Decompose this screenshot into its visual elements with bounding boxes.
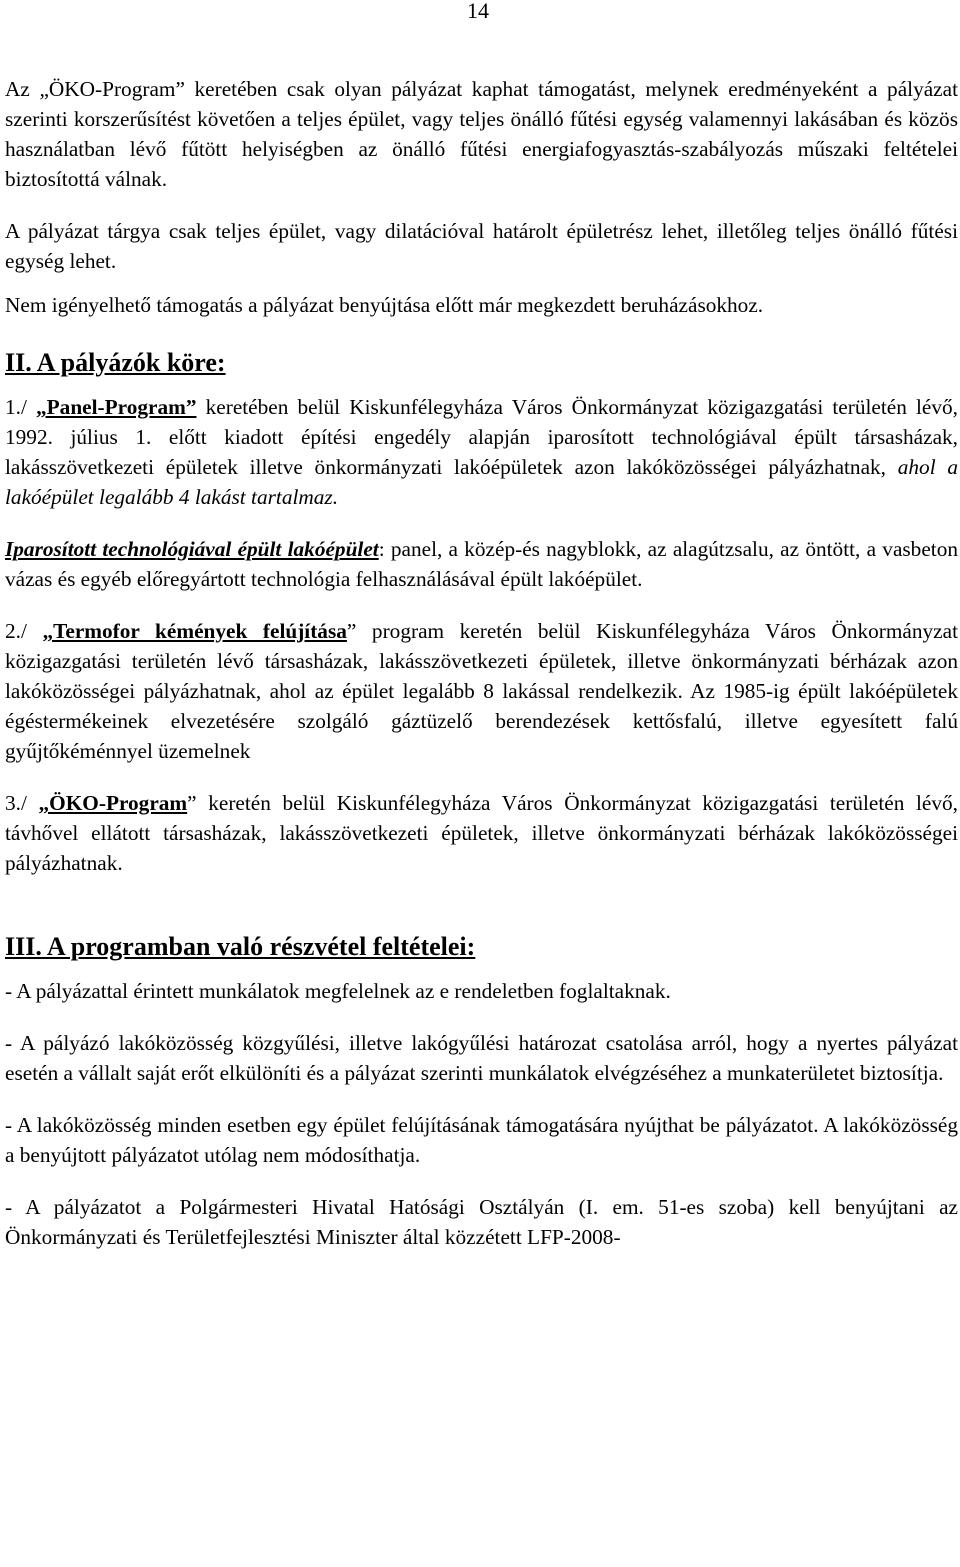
item-italic-text: ahol a lakóépület legalább 4 lakást tartalmaz. — [5, 455, 958, 509]
applicant-item-3 — [5, 788, 958, 878]
condition-item: - A pályázatot a Polgármesteri Hivatal Hatósági Osztályán (I. em. 51-es szoba) kell benyújtani az Önkormányzati és Területfejlesztési Miniszter által közzétett LFP-2008- — [5, 1195, 958, 1249]
definition-term: Iparosított technológiával épült lakóépület — [5, 537, 379, 561]
section-heading-applicants: II. A pályázók köre: — [5, 348, 226, 377]
paragraph-eko-program-intro: Az „ÖKO-Program” keretében csak olyan pályázat kaphat támogatást, melynek eredményeként a pályázat szerinti korszerűsítést követően a teljes épület, vagy teljes önálló fűtési egység valamennyi lakásában és közös használatban lévő fűtött helyiségben az önálló fűtési energiafogyasztás-szabályozás műszaki feltételei biztosítottá válnak. — [5, 77, 958, 191]
definition-text: : panel, a közép-és nagyblokk, az alagútzsalu, az öntött, a vasbeton vázas és egyéb előregyártott technológia felhasználásával épült lakóépület. — [5, 537, 958, 591]
applicant-item-1 — [5, 392, 958, 512]
paragraph-subject: A pályázat tárgya csak teljes épület, vagy dilatációval határolt épületrész lehet, illetőleg teljes önálló fűtési egység lehet. — [5, 219, 958, 273]
page-number: 14 — [467, 0, 489, 23]
section-heading-conditions: III. A programban való részvétel feltételei: — [5, 932, 476, 961]
program-title-panel: „Panel-Program” — [36, 395, 197, 419]
program-title-termofor: „Termofor kémények felújítása — [42, 619, 347, 643]
condition-item: - A pályázó lakóközösség közgyűlési, illetve lakógyűlési határozat csatolása arról, hogy a nyertes pályázat esetén a vállalt saját erőt elkülöníti és a pályázat szerinti munkálatok elvégzéséhez a munkaterületet biztosítja. — [5, 1031, 958, 1085]
condition-item: - A lakóközösség minden esetben egy épület felújításának támogatására nyújthat be pályázatot. A lakóközösség a benyújtott pályázatot utólag nem módosíthatja. — [5, 1113, 958, 1167]
item-number: 3./ — [5, 791, 39, 815]
item-text: ” keretén belül Kiskunfélegyháza Város Önkormányzat közigazgatási területén lévő, távhővel ellátott társasházak, lakásszövetkezeti épületek, illetve önkormányzati bérházak lakóközösségei pályázhatnak. — [5, 791, 958, 875]
item-text: keretében belül Kiskunfélegyháza Város Önkormányzat közigazgatási területén lévő, 1992. július 1. előtt kiadott építési engedély alapján iparosított technológiával épült társasházak, lakásszövetkezeti épületek illetve önkormányzati lakóépületek azon lakóközösségei pályázhatnak, — [5, 395, 958, 479]
program-title-eko: „ÖKO-Program — [38, 791, 188, 815]
item-number: 2./ — [5, 619, 43, 643]
condition-item: - A pályázattal érintett munkálatok megfelelnek az e rendeletben foglaltaknak. — [5, 979, 671, 1003]
page-content — [5, 74, 958, 1252]
applicant-item-2 — [5, 616, 958, 766]
paragraph-not-eligible: Nem igényelhető támogatás a pályázat benyújtása előtt már megkezdett beruházásokhoz. — [5, 293, 764, 317]
definition-paragraph — [5, 534, 958, 594]
item-number: 1./ — [5, 395, 37, 419]
item-text: ” program keretén belül Kiskunfélegyháza Város Önkormányzat közigazgatási területén lévő társasházak, lakásszövetkezeti épületek, illetve önkormányzati bérházak azon lakóközösségei pályázhatnak, ahol az épület legalább 8 lakással rendelkezik. Az 1985-ig épült lakóépületek égéstermékeinek elvezetésére szolgáló gáztüzelő berendezések kettősfalú, illetve egyesített falú gyűjtőkéménnyel üzemelnek — [5, 619, 958, 763]
